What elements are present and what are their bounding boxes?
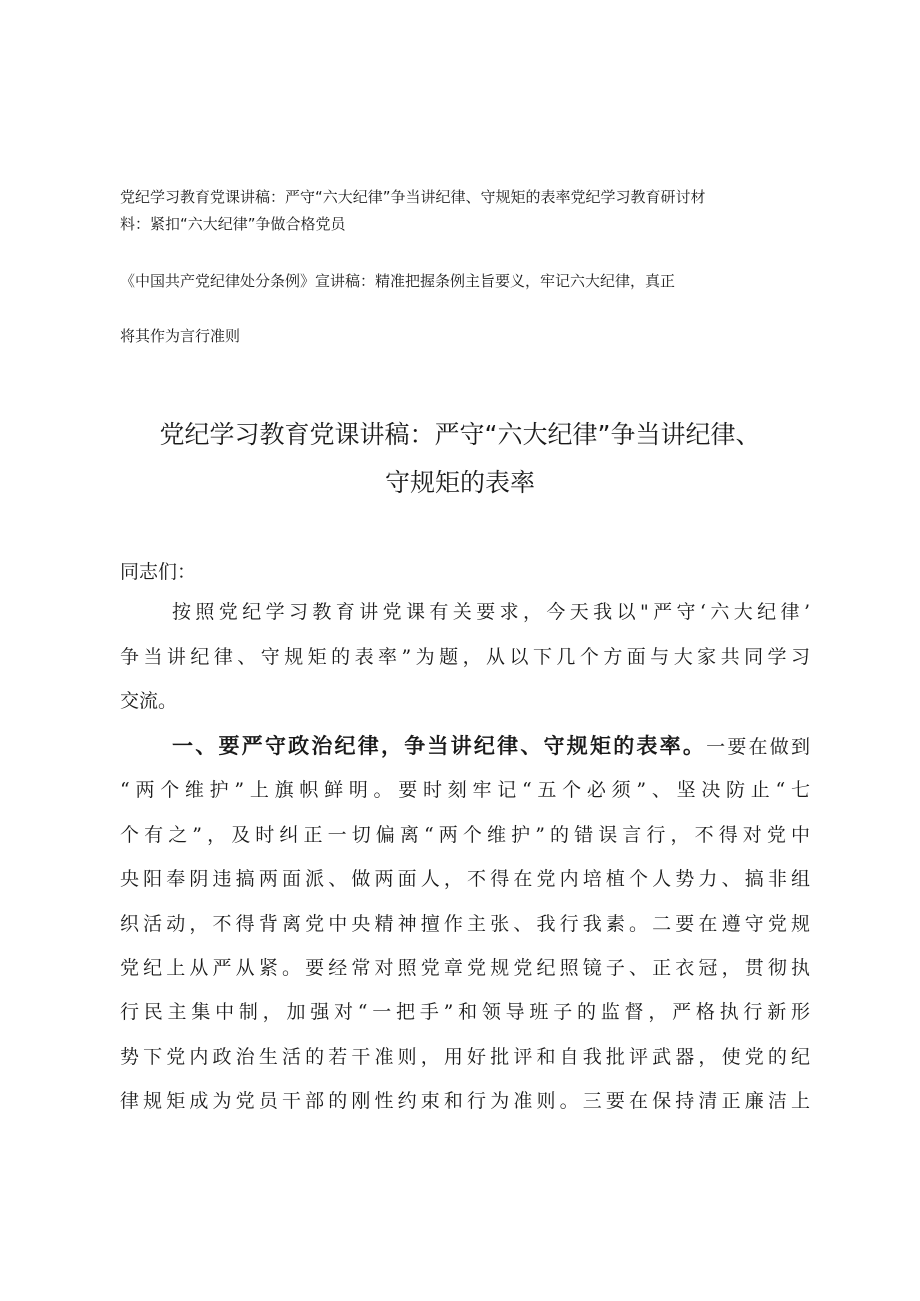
toc-entry-1-line-1: 党纪学习教育党课讲稿：严守“六大纪律”争当讲纪律、守规矩的表率党纪学习教育研讨材: [120, 188, 706, 206]
section-1-heading: 一、要严守政治纪律，争当讲纪律、守规矩的表率。: [172, 734, 707, 758]
salutation: 同志们：: [120, 561, 197, 583]
toc-entry-2-line-2: 将其作为言行准则: [120, 327, 241, 345]
toc-entry-1-line-2: 料：紧扣“六大纪律”争做合格党员: [120, 215, 346, 233]
section-1-line: 织活动，不得背离党中央精神擅作主张、我行我素。二要在遵守党规: [120, 913, 810, 935]
document-title-line-1: 党纪学习教育党课讲稿：严守“六大纪律”争当讲纪律、: [159, 420, 761, 449]
toc-entry-2-line-1: 《中国共产党纪律处分条例》宣讲稿：精准把握条例主旨要义，牢记六大纪律，真正: [120, 272, 676, 290]
intro-line-3: 交流。: [120, 690, 178, 712]
intro-line-1: 按照党纪学习教育讲党课有关要求，今天我以"严守‘六大纪律’: [172, 601, 810, 623]
section-1-first-line-rest: 一要在做到: [706, 736, 810, 758]
section-1-line: 律规矩成为党员干部的刚性约束和行为准则。三要在保持清正廉洁上: [120, 1090, 810, 1112]
section-1-line: 央阳奉阴违搞两面派、做两面人，不得在党内培植个人势力、搞非组: [120, 868, 810, 890]
intro-line-2: 争当讲纪律、守规矩的表率”为题，从以下几个方面与大家共同学习: [120, 646, 810, 668]
document-title-line-2: 守规矩的表率: [384, 468, 535, 497]
section-1-first-line: [172, 731, 810, 763]
section-1-line: 势下党内政治生活的若干准则，用好批评和自我批评武器，使党的纪: [120, 1046, 810, 1068]
section-1-line: 个有之”，及时纠正一切偏离“两个维护”的错误言行，不得对党中: [120, 824, 810, 846]
section-1-line: “两个维护”上旗帜鲜明。要时刻牢记“五个必须”、坚决防止“七: [120, 779, 810, 801]
section-1-line: 行民主集中制，加强对“一把手”和领导班子的监督，严格执行新形: [120, 1001, 810, 1023]
section-1-line: 党纪上从严从紧。要经常对照党章党规党纪照镜子、正衣冠，贯彻执: [120, 957, 810, 979]
